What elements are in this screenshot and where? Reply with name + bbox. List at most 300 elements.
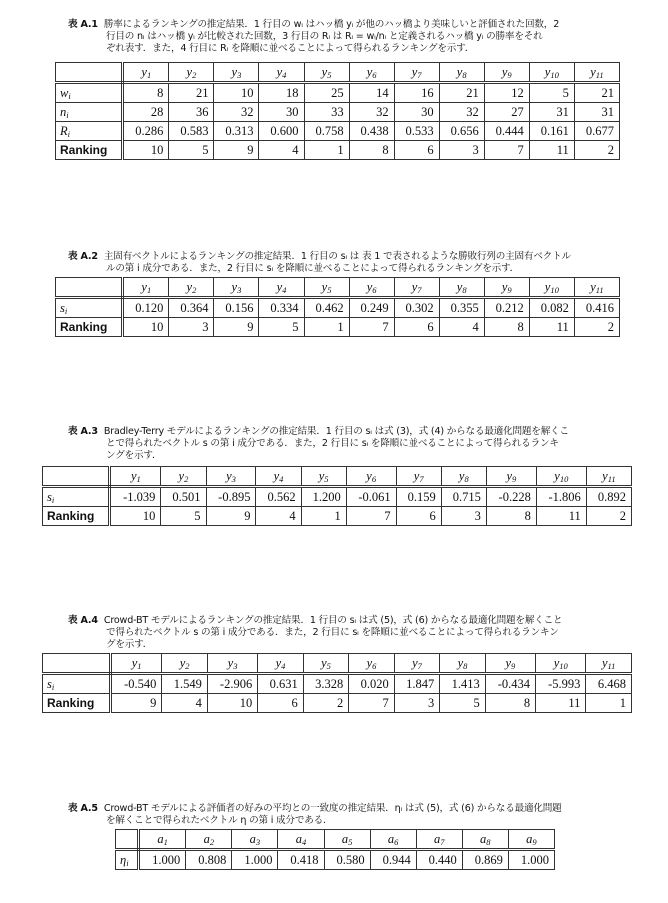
table-cell: 10: [214, 83, 259, 103]
table-row: [56, 122, 620, 141]
column-header: [370, 830, 416, 850]
row-header-index: i: [67, 128, 71, 139]
table-cell: 0.302: [394, 298, 439, 318]
column-header-index: 8: [462, 69, 467, 80]
table-cell: 10: [110, 507, 161, 526]
row-header-index: i: [66, 109, 69, 120]
column-header: [324, 830, 370, 850]
column-header-index: 3: [237, 69, 242, 80]
table-cell: 10: [123, 318, 169, 337]
table-caption-a4: [68, 615, 613, 652]
row-header: [43, 674, 111, 694]
column-header-index: 11: [595, 69, 604, 80]
column-header-symbol: y: [544, 279, 551, 294]
column-header-symbol: y: [276, 64, 283, 79]
column-header-index: 4: [301, 836, 307, 847]
table-cell: 21: [169, 83, 214, 103]
column-header-index: 1: [137, 660, 142, 671]
table-cell: 1.413: [440, 674, 486, 694]
table-cell: 3: [441, 507, 486, 526]
column-header: [123, 278, 169, 298]
column-header-symbol: a: [249, 831, 256, 846]
table-cell: 32: [214, 103, 259, 122]
row-header: [56, 318, 123, 337]
column-header-index: 10: [550, 284, 559, 295]
column-header: [206, 467, 256, 487]
table-row: [43, 694, 632, 713]
table-caption-a1: [68, 19, 608, 56]
table-cell: 4: [439, 318, 484, 337]
row-header-label: R: [60, 123, 68, 138]
column-header: [349, 654, 395, 674]
table-cell: 11: [536, 507, 586, 526]
column-header-symbol: y: [505, 655, 512, 670]
column-header-index: 11: [607, 473, 616, 484]
table-row: [43, 487, 632, 507]
column-header-symbol: y: [602, 468, 608, 483]
table-cell: 8: [484, 318, 529, 337]
table-cell: 0.444: [484, 122, 529, 141]
table-cell: 10: [207, 694, 257, 713]
table-cell: 0.364: [169, 298, 214, 318]
column-header-symbol: y: [554, 468, 560, 483]
ranking-table-eigenvector: [55, 277, 620, 337]
column-header-index: 4: [282, 284, 287, 295]
table-cell: 0.313: [214, 122, 259, 141]
table-cell: 3: [394, 694, 440, 713]
table-cell: 9: [206, 507, 256, 526]
column-header-index: 3: [237, 284, 242, 295]
column-header: [214, 278, 259, 298]
table-cell: 0.758: [304, 122, 349, 141]
column-header-index: 5: [327, 284, 332, 295]
column-header: [301, 467, 346, 487]
table-cell: 27: [484, 103, 529, 122]
column-header: [259, 278, 304, 298]
column-header-index: 7: [417, 69, 422, 80]
column-header-symbol: a: [387, 831, 395, 846]
column-header-index: 6: [371, 473, 377, 484]
table-label: 表 A.5: [68, 803, 98, 814]
column-header: [396, 467, 441, 487]
column-header-symbol: y: [366, 655, 373, 670]
column-header-index: 3: [233, 660, 238, 671]
column-header-index: 4: [281, 660, 286, 671]
column-header-symbol: a: [295, 831, 302, 846]
table-cell: 0.501: [161, 487, 206, 507]
column-header: [349, 63, 394, 83]
table-cell: 0.212: [484, 298, 529, 318]
table-cell: 11: [529, 318, 574, 337]
column-header-index: 7: [440, 836, 445, 847]
table-cell: 1.000: [508, 850, 554, 870]
column-header: [529, 63, 574, 83]
column-header-symbol: y: [321, 655, 327, 670]
table-cell: 9: [214, 318, 259, 337]
table-cell: 0.869: [462, 850, 508, 870]
row-header-label: w: [60, 85, 69, 100]
column-header-index: 10: [559, 473, 569, 484]
table-cell: 6: [394, 318, 439, 337]
table-cell: -0.061: [346, 487, 396, 507]
table-corner-cell: [43, 654, 111, 674]
column-header: [139, 830, 186, 850]
column-header-index: 7: [417, 284, 422, 295]
column-header-symbol: y: [186, 64, 193, 79]
column-header-symbol: y: [366, 279, 373, 294]
table-cell: 36: [169, 103, 214, 122]
table-cell: 1.000: [232, 850, 278, 870]
column-header-symbol: y: [231, 279, 238, 294]
column-header-index: 1: [146, 284, 152, 295]
table-label: 表 A.2: [68, 251, 98, 262]
column-header: [416, 830, 462, 850]
table-cell: 0.462: [304, 298, 349, 318]
column-header-index: 10: [550, 69, 559, 80]
column-header: [232, 830, 278, 850]
column-header-symbol: y: [501, 279, 508, 294]
caption-line: 行目の nᵢ はハッ橋 yᵢ が比較された回数，3 行目の Rᵢ は Rᵢ = wᵢ/nᵢ と定義されるハッ橋 yᵢ の勝率をそれ: [106, 31, 543, 43]
column-header: [110, 467, 161, 487]
column-header: [304, 63, 349, 83]
table-cell: 0.944: [370, 850, 416, 870]
table-cell: 3: [169, 318, 214, 337]
column-header-symbol: y: [366, 64, 373, 79]
table-cell: 0.562: [256, 487, 301, 507]
column-header-symbol: y: [457, 655, 464, 670]
table-cell: 0.418: [278, 850, 324, 870]
table-cell: 11: [529, 141, 574, 160]
table-cell: 7: [346, 507, 396, 526]
row-header-label: Ranking: [60, 143, 108, 157]
table-label: 表 A.3: [68, 426, 98, 437]
column-header-symbol: y: [412, 655, 418, 670]
column-header-symbol: a: [341, 831, 349, 846]
column-header-index: 11: [607, 660, 616, 671]
row-header-index: i: [51, 494, 55, 505]
column-header: [486, 467, 536, 487]
ranking-table-bradley-terry: [42, 466, 632, 526]
table-cell: -0.228: [486, 487, 536, 507]
column-header-symbol: y: [186, 279, 193, 294]
table-cell: 1.200: [301, 487, 346, 507]
column-header-index: 6: [372, 660, 377, 671]
table-cell: -0.540: [110, 674, 162, 694]
table-row: [116, 850, 555, 870]
table-cell: 3.328: [303, 674, 349, 694]
caption-line: ぞれ表す．また，4 行目に Rᵢ を降順に並べることによって得られるランキングを示す．: [106, 43, 475, 55]
table-cell: 1.549: [162, 674, 208, 694]
caption-line: Crowd-BT モデルによるランキングの推定結果．1 行目の sᵢ は式 (5)，式 (6) からなる最適化問題を解くこと: [103, 615, 563, 626]
table-cell: 28: [123, 103, 169, 122]
table-caption-a2: [68, 251, 608, 275]
column-header-index: 2: [192, 284, 197, 295]
table-cell: 31: [574, 103, 619, 122]
row-header: [43, 487, 110, 507]
table-cell: 2: [586, 507, 631, 526]
column-header-symbol: y: [227, 655, 234, 670]
table-cell: 5: [259, 318, 304, 337]
column-header-symbol: a: [480, 831, 487, 846]
row-header: [56, 141, 123, 160]
column-header-symbol: a: [203, 831, 210, 846]
column-header: [169, 63, 214, 83]
table-cell: 0.600: [259, 122, 304, 141]
table-cell: 5: [169, 141, 214, 160]
column-header: [394, 278, 439, 298]
table-row: [43, 674, 632, 694]
table-cell: 0.580: [324, 850, 370, 870]
table-cell: 0.355: [439, 298, 484, 318]
column-header-symbol: y: [501, 64, 508, 79]
row-header-label: n: [60, 104, 67, 119]
column-header-index: 8: [462, 284, 467, 295]
column-header-symbol: y: [179, 655, 186, 670]
table-cell: 14: [349, 83, 394, 103]
table-caption-a3: [68, 426, 613, 463]
column-header-symbol: y: [141, 279, 147, 294]
row-header-label: s: [60, 300, 65, 315]
column-header-index: 5: [348, 836, 353, 847]
column-header-symbol: y: [275, 655, 282, 670]
column-header: [485, 654, 535, 674]
column-header: [123, 63, 169, 83]
table-cell: -0.895: [206, 487, 256, 507]
table-cell: 5: [440, 694, 486, 713]
table-cell: 0.440: [416, 850, 462, 870]
column-header-symbol: y: [553, 655, 560, 670]
row-header: [116, 850, 139, 870]
ranking-table-win-rate: [55, 62, 620, 160]
column-header-symbol: y: [321, 64, 328, 79]
column-header: [462, 830, 508, 850]
column-header-index: 9: [511, 660, 516, 671]
caption-line: Crowd-BT モデルによる評価者の好みの平均との一致度の推定結果．ηᵢ は式 (5)，式 (6) からなる最適化問題: [103, 803, 562, 814]
table-cell: 8: [485, 694, 535, 713]
table-cell: 3: [439, 141, 484, 160]
column-header: [439, 278, 484, 298]
table-label: 表 A.1: [68, 19, 98, 30]
column-header-index: 5: [324, 473, 329, 484]
table-cell: 0.808: [186, 850, 232, 870]
table-cell: -1.806: [536, 487, 586, 507]
column-header: [484, 63, 529, 83]
column-header: [214, 63, 259, 83]
column-header-index: 3: [255, 836, 261, 847]
table-header-row: [43, 654, 632, 674]
table-cell: 4: [259, 141, 304, 160]
column-header-index: 7: [417, 660, 422, 671]
table-cell: 0.438: [349, 122, 394, 141]
column-header: [536, 467, 586, 487]
column-header: [440, 654, 486, 674]
column-header-index: 11: [595, 284, 604, 295]
table-cell: 21: [439, 83, 484, 103]
table-row: [56, 298, 620, 318]
column-header-symbol: y: [130, 468, 137, 483]
column-header: [394, 654, 440, 674]
column-header-symbol: y: [411, 279, 418, 294]
table-cell: 7: [349, 694, 395, 713]
column-header: [574, 278, 619, 298]
table-cell: 0.286: [123, 122, 169, 141]
table-cell: 7: [484, 141, 529, 160]
column-header: [161, 467, 206, 487]
column-header-index: 6: [372, 69, 377, 80]
column-header-symbol: y: [456, 64, 463, 79]
column-header-symbol: y: [178, 468, 185, 483]
table-cell: 30: [394, 103, 439, 122]
row-header: [43, 694, 111, 713]
table-cell: 8: [349, 141, 394, 160]
table-cell: 1: [586, 694, 632, 713]
table-cell: 1.000: [139, 850, 186, 870]
table-cell: 0.156: [214, 298, 259, 318]
column-header: [346, 467, 396, 487]
row-header-index: i: [51, 681, 55, 692]
row-header-index: i: [64, 305, 68, 316]
column-header-index: 2: [192, 69, 197, 80]
column-header-symbol: y: [231, 64, 238, 79]
table-cell: 11: [536, 694, 586, 713]
column-header: [278, 830, 324, 850]
table-cell: 0.715: [441, 487, 486, 507]
table-cell: -0.434: [485, 674, 535, 694]
column-header-index: 9: [532, 836, 537, 847]
column-header-symbol: y: [590, 64, 596, 79]
table-corner-cell: [56, 63, 123, 83]
table-cell: 8: [486, 507, 536, 526]
caption-line: ルの第 i 成分である．また，2 行目に sᵢ を降順に並べることによって得られるランキングを示す．: [106, 263, 520, 275]
column-header-symbol: y: [141, 64, 147, 79]
table-cell: 12: [484, 83, 529, 103]
table-cell: 31: [529, 103, 574, 122]
table-cell: 18: [259, 83, 304, 103]
column-header: [259, 63, 304, 83]
column-header-symbol: y: [131, 655, 138, 670]
column-header-symbol: a: [433, 831, 441, 846]
column-header-index: 1: [163, 836, 168, 847]
column-header-index: 2: [209, 836, 215, 847]
caption-line: Bradley-Terry モデルによるランキングの推定結果．1 行目の sᵢ は式 (3)，式 (4) からなる最適化問題を解くこ: [103, 426, 569, 437]
ranking-table-crowd-bt: [42, 653, 632, 713]
table-cell: 33: [304, 103, 349, 122]
caption-line: 主固有ベクトルによるランキングの推定結果．1 行目の sᵢ は 表 1 で表されるような勝敗行列の主固有ベクトル: [103, 251, 571, 262]
caption-line: とで得られたベクトル s の第 i 成分である．また，2 行目に sᵢ を降順に並べることによって得られるランキ: [106, 438, 559, 450]
column-header: [256, 467, 301, 487]
table-label: 表 A.4: [68, 615, 98, 626]
caption-line: ングを示す．: [106, 450, 162, 462]
table-cell: 25: [304, 83, 349, 103]
table-cell: 0.082: [529, 298, 574, 318]
column-header-index: 8: [486, 836, 491, 847]
column-header: [586, 467, 631, 487]
row-header: [56, 83, 123, 103]
table-cell: 1: [301, 507, 346, 526]
column-header-index: 1: [136, 473, 141, 484]
table-row: [56, 318, 620, 337]
caption-line: で得られたベクトル s の第 i 成分である．また，2 行目に sᵢ を降順に並べることによって得られるランキン: [106, 627, 559, 639]
column-header-index: 5: [326, 660, 331, 671]
column-header-symbol: y: [590, 279, 596, 294]
column-header: [536, 654, 586, 674]
table-cell: 0.020: [349, 674, 395, 694]
table-cell: 6: [396, 507, 441, 526]
column-header-symbol: y: [226, 468, 232, 483]
column-header-symbol: y: [276, 279, 283, 294]
caption-line: グを示す．: [106, 639, 153, 651]
column-header: [304, 278, 349, 298]
table-cell: 21: [574, 83, 619, 103]
row-header-label: s: [47, 489, 52, 504]
column-header-index: 8: [463, 660, 468, 671]
table-cell: -2.906: [207, 674, 257, 694]
column-header-symbol: y: [601, 655, 608, 670]
column-header-symbol: y: [321, 279, 328, 294]
column-header: [574, 63, 619, 83]
column-header-symbol: y: [458, 468, 465, 483]
table-row: [56, 103, 620, 122]
table-cell: 0.656: [439, 122, 484, 141]
row-header-label: Ranking: [60, 320, 108, 334]
column-header-index: 2: [184, 473, 189, 484]
column-header-symbol: y: [413, 468, 420, 483]
row-header: [43, 507, 110, 526]
table-cell: 0.583: [169, 122, 214, 141]
table-cell: 2: [574, 318, 619, 337]
column-header-index: 9: [507, 69, 512, 80]
row-header-label: s: [47, 676, 52, 691]
caption-line: を解くことで得られたベクトル η の第 i 成分である．: [106, 815, 333, 827]
agreement-table-crowd-bt: [115, 829, 555, 870]
table-cell: 5: [161, 507, 206, 526]
column-header: [394, 63, 439, 83]
row-header: [56, 103, 123, 122]
table-cell: 0.416: [574, 298, 619, 318]
column-header: [169, 278, 214, 298]
column-header-index: 6: [394, 836, 399, 847]
column-header: [303, 654, 349, 674]
table-cell: 0.533: [394, 122, 439, 141]
table-cell: 6: [258, 694, 304, 713]
table-cell: 30: [259, 103, 304, 122]
table-cell: 1: [304, 141, 349, 160]
column-header-index: 7: [419, 473, 424, 484]
column-header: [110, 654, 162, 674]
table-row: [56, 83, 620, 103]
column-header-index: 2: [185, 660, 190, 671]
table-cell: 2: [303, 694, 349, 713]
table-cell: 4: [256, 507, 301, 526]
column-header-symbol: a: [157, 831, 164, 846]
caption-line: 勝率によるランキングの推定結果．1 行目の wᵢ はハッ橋 yᵢ が他のハッ橋より美味しいと評価された回数，2: [103, 19, 560, 30]
column-header: [529, 278, 574, 298]
table-header-row: [56, 278, 620, 298]
column-header-index: 6: [372, 284, 377, 295]
row-header-index: i: [68, 90, 71, 101]
column-header-index: 8: [464, 473, 469, 484]
column-header-symbol: y: [456, 279, 463, 294]
table-corner-cell: [43, 467, 110, 487]
column-header: [349, 278, 394, 298]
column-header: [207, 654, 257, 674]
column-header-index: 9: [512, 473, 517, 484]
table-row: [56, 141, 620, 160]
column-header: [258, 654, 304, 674]
table-cell: 2: [574, 141, 619, 160]
table-cell: 0.892: [586, 487, 631, 507]
table-cell: 6: [394, 141, 439, 160]
